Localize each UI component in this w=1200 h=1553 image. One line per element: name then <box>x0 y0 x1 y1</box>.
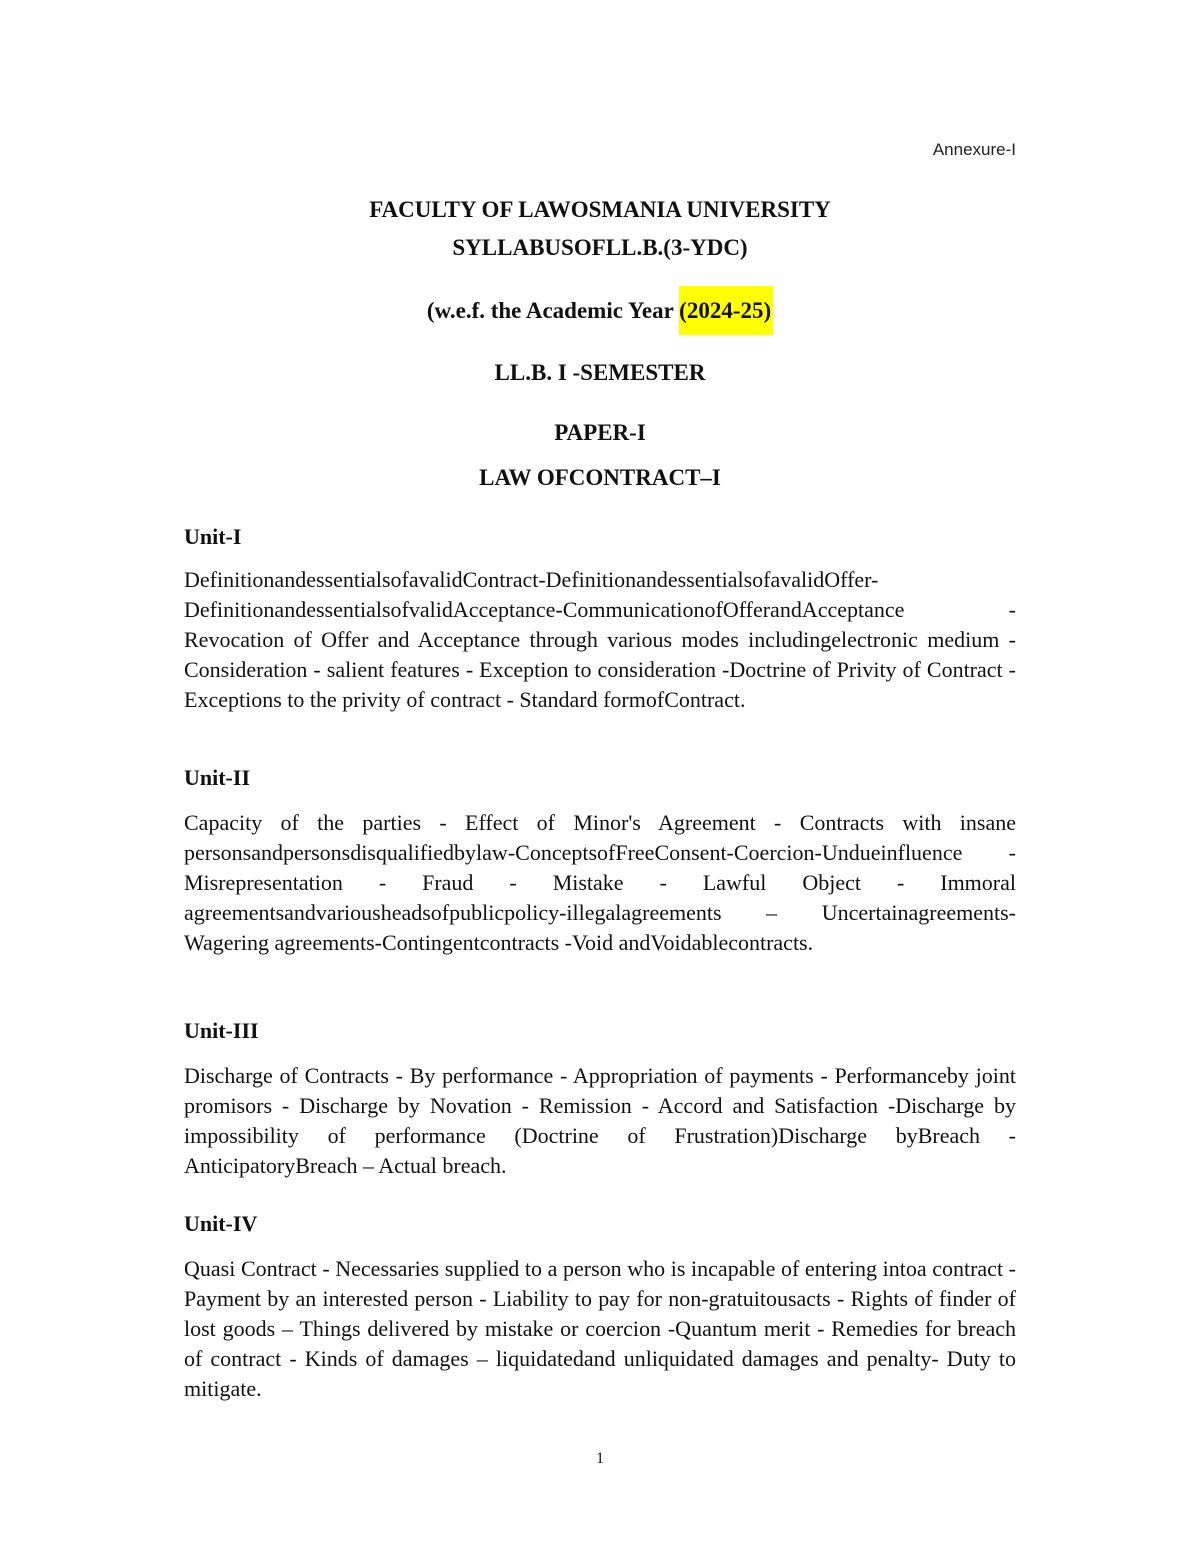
faculty-title: FACULTY OF LAWOSMANIA UNIVERSITY <box>369 197 831 222</box>
semester-title: LL.B. I -SEMESTER <box>494 360 706 385</box>
academic-year-line <box>0 296 1200 326</box>
unit-3-body: Discharge of Contracts - By performance - Appropriation of payments - Performanceby joint promisors - Discharge by Novation - Remission - Accord and Satisfaction -Discharge by impossibility of performance (Doctrine of Frustration)Discharge byBreach -AnticipatoryBreach – Actual breach. <box>184 1063 1016 1178</box>
unit-3-title: Unit-III <box>184 1018 259 1043</box>
unit-4-body: Quasi Contract - Necessaries supplied to a person who is incapable of entering intoa contract - Payment by an interested person - Liability to pay for non-gratuitousacts - Rights of finder of lost goods – Things delivered by mistake or coercion -Quantum merit - Remedies for breach of contract - Kinds of damages – liquidatedand unliquidated damages and penalty- Duty to mitigate. <box>184 1256 1016 1401</box>
page-number: 1 <box>596 1450 604 1467</box>
syllabus-title: SYLLABUSOFLL.B.(3-YDC) <box>452 235 748 260</box>
subject-title: LAW OFCONTRACT–I <box>479 465 721 490</box>
unit-2-body: Capacity of the parties - Effect of Minor's Agreement - Contracts with insane personsandpersonsdisqualifiedbylaw-ConceptsofFreeConsent-Coercion-Undueinfluence - Misrepresentation - Fraud - Mistake - Lawful Object - Immoral agreementsandvariousheadsofpublicpolicy-illegalagreements – Uncertainagreements-Wagering agreements-Contingentcontracts -Void andVoidablecontracts. <box>184 810 1016 955</box>
academic-year-highlight: (2024-25) <box>679 286 773 335</box>
unit-1-title: Unit-I <box>184 524 242 549</box>
unit-4-title: Unit-IV <box>184 1211 258 1236</box>
unit-2-title: Unit-II <box>184 765 251 790</box>
annexure-label: Annexure-I <box>932 140 1016 159</box>
academic-year-prefix: (w.e.f. the Academic Year <box>426 298 680 323</box>
unit-1-body: DefinitionandessentialsofavalidContract-DefinitionandessentialsofavalidOffer-DefinitionandessentialsofvalidAcceptance-CommunicationofOfferandAcceptance - Revocation of Offer and Acceptance through various modes includingelectronic medium - Consideration - salient features - Exception to consideration -Doctrine of Privity of Contract - Exceptions to the privity of contract - Standard formofContract. <box>184 567 1016 712</box>
paper-title: PAPER-I <box>554 420 646 445</box>
